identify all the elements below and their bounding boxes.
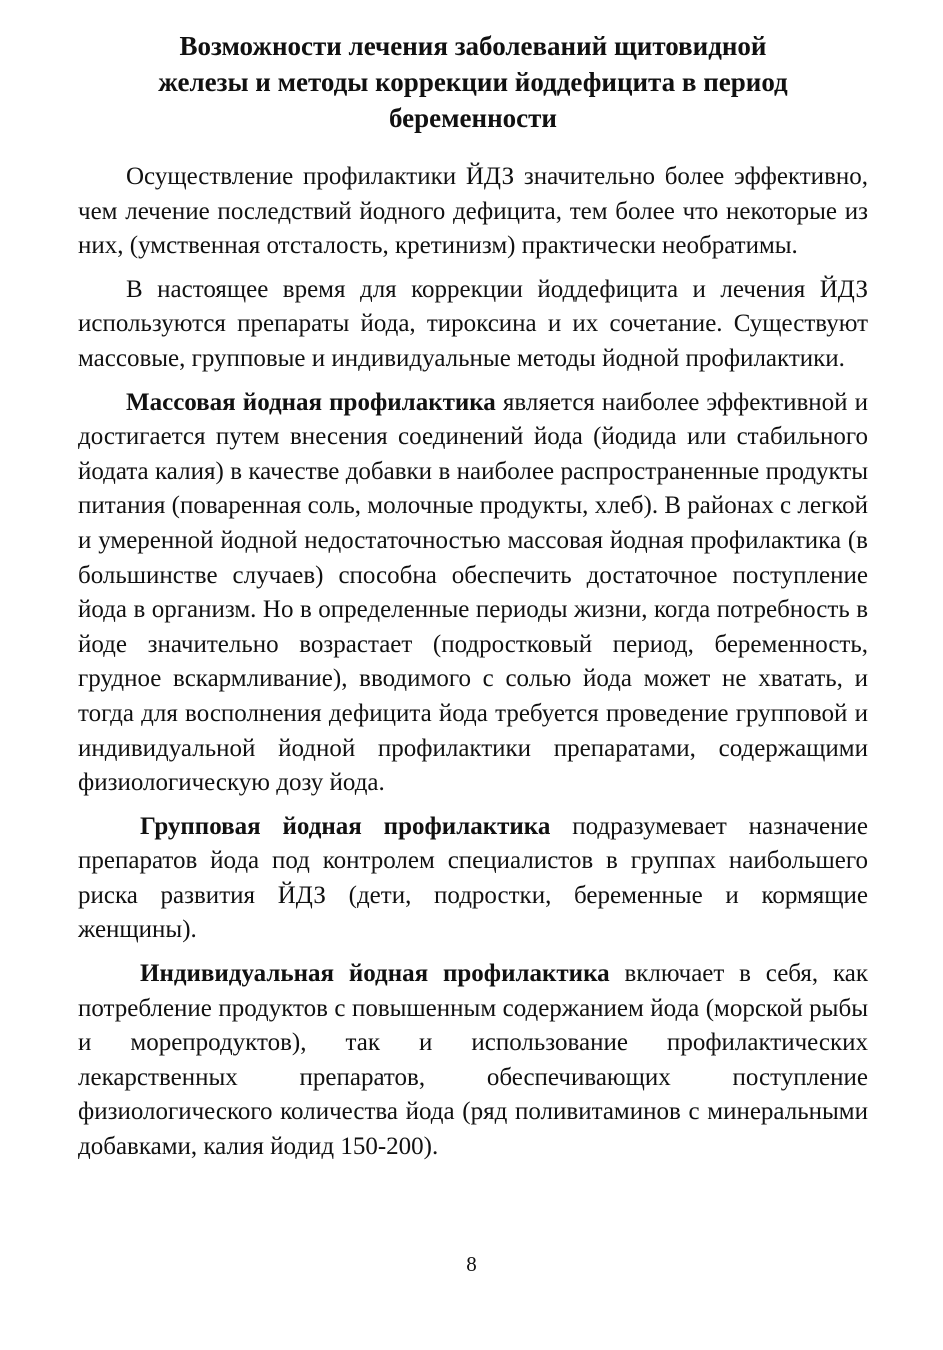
paragraph-lead-term: Индивидуальная йодная профилактика [140, 960, 610, 988]
paragraph-group-prophylaxis [78, 810, 868, 948]
paragraph-individual-prophylaxis [78, 957, 868, 1165]
paragraph-text: В настоящее время для коррекции йоддефицита и лечения ЙДЗ используются препараты йода, тироксина и их сочетание. Существуют массовые, групповые и индивидуальные методы йодной профилактики. [78, 275, 868, 372]
page-title [78, 28, 868, 136]
paragraph-text: включает в себя, как потребление продуктов с повышенным содержанием йода (морской рыбы и морепродуктов), так и использование профилактических лекарственных препаратов, обеспечивающих поступление физиологического количества йода (ряд поливитаминов с минеральными добавками, калия йодид 150-200). [78, 960, 868, 1161]
paragraph-1 [78, 160, 868, 264]
title-line-1: Возможности лечения заболеваний щитовидной [179, 31, 767, 61]
page-number: 8 [466, 1252, 477, 1276]
paragraph-text: является наиболее эффективной и достигается путем внесения соединений йода (йодида или стабильного йодата калия) в качестве добавки в наиболее распространенные продукты питания (поваренная соль, молочные продукты, хлеб). В районах с легкой и умеренной йодной недостаточностью массовая йодная профилактика (в большинстве случаев) способна обеспечить достаточное поступление йода в организм. Но в определенные периоды жизни, когда потребность в йоде значительно возрастает (подростковый период, беременность, грудное вскармливание), вводимого с солью йода может не хватать, и тогда для восполнения дефицита йода требуется проведение групповой и индивидуальной йодной профилактики препаратами, содержащими физиологическую дозу йода. [78, 388, 868, 797]
paragraph-mass-prophylaxis [78, 386, 868, 801]
paragraph-text: Осуществление профилактики ЙДЗ значительно более эффективно, чем лечение последствий йодного дефицита, тем более что некоторые из них, (умственная отсталость, кретинизм) практически необратимы. [78, 163, 868, 260]
paragraph-text: подразумевает назначение препаратов йода под контролем специалистов в группах наибольшего риска развития ЙДЗ (дети, подростки, беременные и кормящие женщины). [78, 812, 869, 944]
paragraph-lead-term: Групповая йодная профилактика [140, 812, 551, 840]
document-page [78, 28, 868, 1174]
title-line-2: железы и методы коррекции йоддефицита в период [158, 67, 788, 97]
paragraph-lead-term: Массовая йодная профилактика [126, 388, 496, 416]
paragraph-2 [78, 273, 868, 377]
title-line-3: беременности [389, 103, 557, 133]
